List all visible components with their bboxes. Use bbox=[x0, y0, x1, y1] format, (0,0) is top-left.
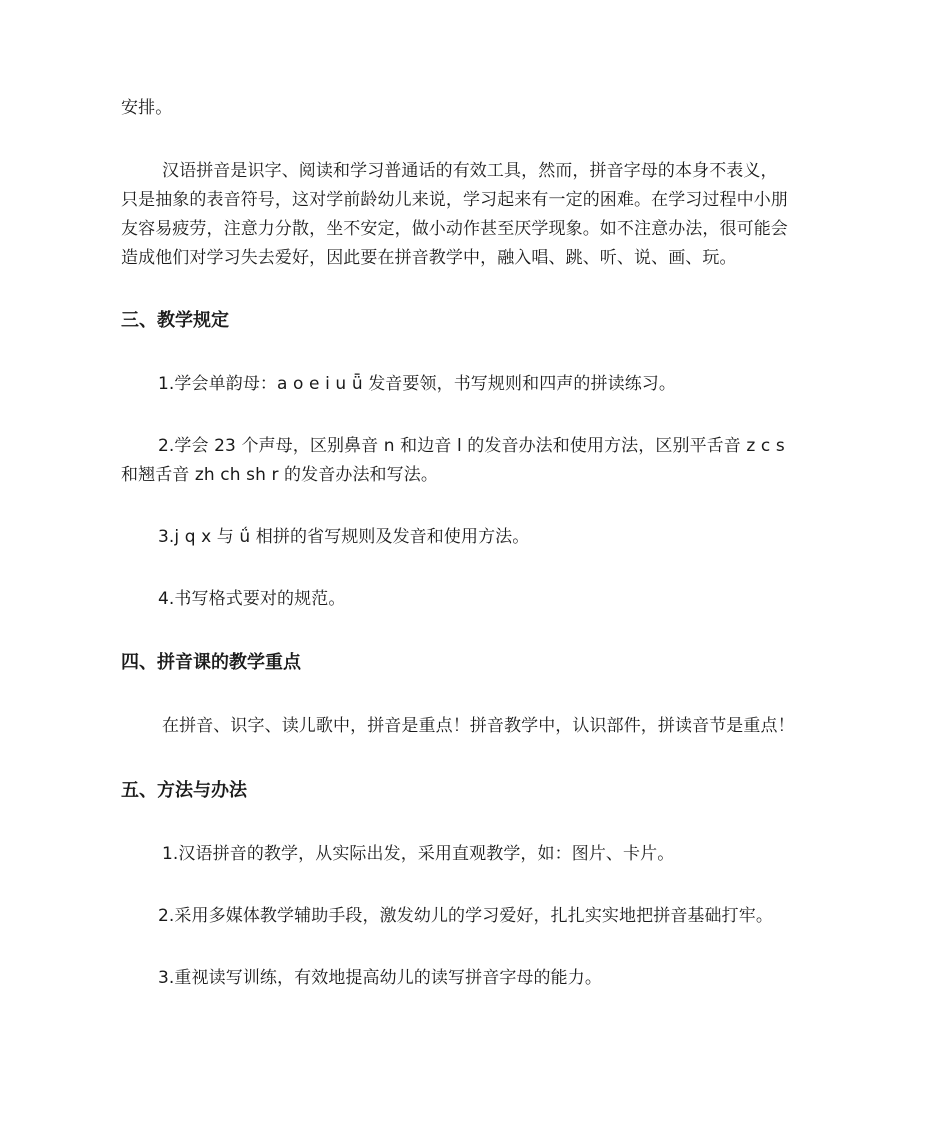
intro-paragraph-line-4: 造成他们对学习失去爱好，因此要在拼音教学中，融入唱、跳、听、说、画、玩。 bbox=[121, 248, 737, 268]
section-5-item-2: 2.采用多媒体教学辅助手段，激发幼儿的学习爱好，扎扎实实地把拼音基础打牢。 bbox=[158, 906, 773, 926]
section-3-item-4: 4.书写格式要对的规范。 bbox=[158, 589, 346, 609]
section-5-heading: 五、方法与办法 bbox=[121, 780, 247, 801]
section-3-item-1: 1.学会单韵母：a o e i u ǖ 发音要领，书写规则和四声的拼读练习。 bbox=[158, 374, 676, 394]
section-3-item-2-line-1: 2.学会 23 个声母，区别鼻音 n 和边音 l 的发音办法和使用方法，区别平舌音 z c s bbox=[158, 436, 785, 456]
section-5-item-1: 1.汉语拼音的教学，从实际出发，采用直观教学，如：图片、卡片。 bbox=[162, 844, 675, 864]
section-3-heading: 三、教学规定 bbox=[121, 310, 229, 331]
section-3-item-2-line-2: 和翘舌音 zh ch sh r 的发音办法和写法。 bbox=[121, 465, 438, 485]
intro-paragraph-line-3: 友容易疲劳，注意力分散，坐不安定，做小动作甚至厌学现象。如不注意办法，很可能会 bbox=[121, 219, 788, 239]
section-4-heading: 四、拼音课的教学重点 bbox=[121, 652, 301, 673]
intro-paragraph-line-2: 只是抽象的表音符号，这对学前龄幼儿来说，学习起来有一定的困难。在学习过程中小朋 bbox=[121, 190, 788, 210]
intro-paragraph-line-1: 汉语拼音是识字、阅读和学习普通话的有效工具，然而，拼音字母的本身不表义， bbox=[162, 161, 778, 181]
section-3-item-3: 3.j q x 与 ǘ 相拼的省写规则及发音和使用方法。 bbox=[158, 527, 530, 547]
section-5-item-3: 3.重视读写训练，有效地提高幼儿的读写拼音字母的能力。 bbox=[158, 968, 602, 988]
section-4-text: 在拼音、识字、读儿歌中，拼音是重点！拼音教学中，认识部件，拼读音节是重点！ bbox=[162, 716, 795, 736]
intro-tail-text: 安排。 bbox=[121, 98, 173, 118]
